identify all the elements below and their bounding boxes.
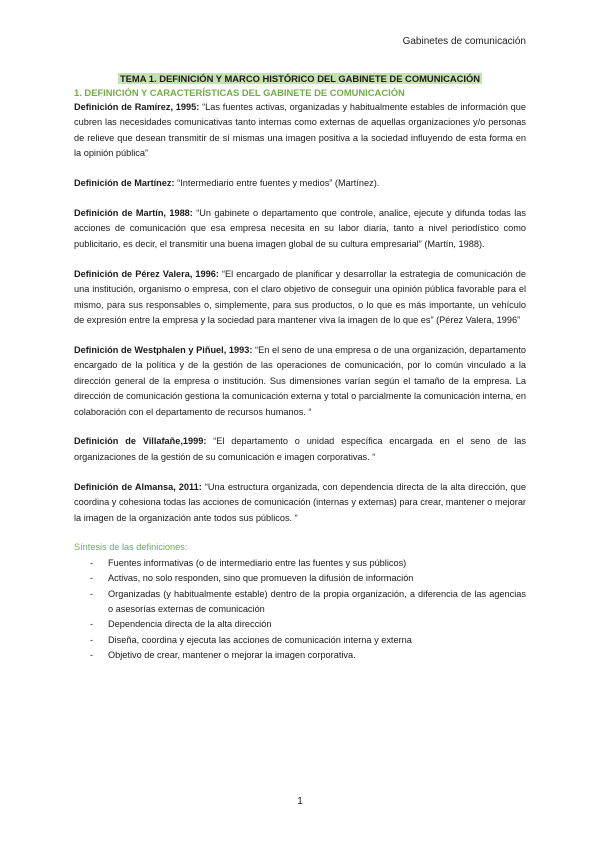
definition-paragraph <box>74 206 526 252</box>
definition-paragraph <box>74 480 526 526</box>
definition-text: “Intermediario entre fuentes y medios” (Martínez). <box>174 178 380 189</box>
definition-text: “El departamento o unidad específica encargada en el seno de las organizaciones de la gestión de su comunicación e imagen corporativas. “ <box>74 436 526 462</box>
running-header: Gabinetes de comunicación <box>402 36 526 47</box>
list-item: - Fuentes informativas (o de intermediario entre las fuentes y sus públicos) <box>90 556 526 571</box>
section-heading: 1. DEFINICIÓN Y CARACTERÍSTICAS DEL GABINETE DE COMUNICACIÓN <box>74 87 405 98</box>
definition-paragraph <box>74 434 526 465</box>
document-body <box>74 72 526 664</box>
list-item: - Activas, no solo responden, sino que promueven la difusión de información <box>90 571 526 586</box>
chapter-title-text: TEMA 1. DEFINICIÓN Y MARCO HISTÓRICO DEL GABINETE DE COMUNICACIÓN <box>119 73 481 84</box>
chapter-title <box>74 72 526 86</box>
definition-text: “Una estructura organizada, con dependencia directa de la alta dirección, que coordina y cohesiona todas las acciones de comunicación (internas y externas) para crear, mantener o mejorar la imagen de la organización ante todos sus públicos. “ <box>74 481 526 523</box>
definition-text: “El encargado de planificar y desarrollar la estrategia de comunicación de una institución, organismo o empresa, con el claro objetivo de conseguir una opinión pública favorable para el mismo, para sus responsables o, simplemente, para sus productos, o lo que es más importante, un vehículo de expresión entre la empresa y la sociedad para mantener viva la imagen de lo que es” (Pérez Valera, 1996” <box>74 268 527 325</box>
page-number: 1 <box>297 796 303 807</box>
definition-paragraph <box>74 267 526 329</box>
definition-text: “Las fuentes activas, organizadas y habitualmente estables de información que cubren las necesidades comunicativas tanto internas como externas de aquellas organizaciones y/o personas de relieve que desean transmitir de sí mismas una imagen positiva a la sociedad influyendo de esta forma en la opinión pública” <box>74 102 527 159</box>
definition-label: Definición de Pérez Valera, 1996: <box>74 268 219 279</box>
definition-text: “En el seno de una empresa o de una organización, departamento encargado de la política y de la gestión de las operaciones de comunicación, por lo común vinculado a la dirección general de la empresa o institución. Sus dimensiones varían según el tamaño de la empresa. La dirección de comunicación gestiona la comunicación externa y total o parcialmente la comunicación interna, en colaboración con el departamento de recursos humanos. “ <box>74 344 526 417</box>
definition-label: Definición de Martínez: <box>74 178 175 189</box>
definition-label: Definición de Almansa, 2011: <box>74 481 202 492</box>
definition-label: Definición de Martín, 1988: <box>74 208 193 219</box>
synthesis-list <box>74 556 526 664</box>
list-item: - Dependencia directa de la alta dirección <box>90 617 526 632</box>
list-item: - Objetivo de crear, mantener o mejorar la imagen corporativa. <box>90 648 526 663</box>
definition-label: Definición de Westphalen y Piñuel, 1993: <box>74 344 253 355</box>
definition-paragraph <box>74 343 526 420</box>
definition-label: Definición de Villafañe,1999: <box>74 436 207 447</box>
list-item: - Organizadas (y habitualmente estable) dentro de la propia organización, a diferencia de las agencias o asesorías externas de comunicación <box>90 587 526 618</box>
definition-label: Definición de Ramírez, 1995: <box>74 102 200 112</box>
definition-text: “Un gabinete o departamento que controle, analice, ejecute y difunda todas las acciones de comunicación que esa empresa necesita en su labor diaria, tanto a nivel periodístico como publicitario, es decir, el transmitir una buena imagen global de su cultura empresarial” (Martín, 1988). <box>74 208 526 249</box>
definition-paragraph <box>74 100 526 162</box>
definition-paragraph <box>74 176 526 191</box>
list-item: - Diseña, coordina y ejecuta las acciones de comunicación interna y externa <box>90 633 526 648</box>
synthesis-heading: Síntesis de las definiciones: <box>74 542 188 553</box>
